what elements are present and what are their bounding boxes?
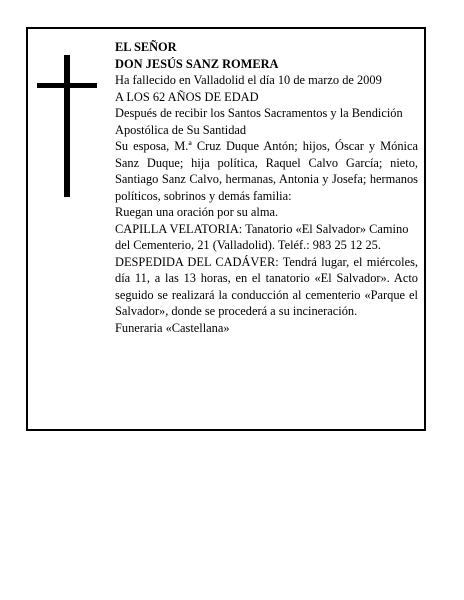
- age-line: A LOS 62 AÑOS DE EDAD: [115, 89, 259, 104]
- funeral-home: Funeraria «Castellana»: [115, 320, 230, 335]
- death-info: Ha fallecido en Valladolid el día 10 de marzo de 2009: [115, 73, 382, 87]
- chapel-info: CAPILLA VELATORIA: Tanatorio «El Salvador» Camino del Cementerio, 21 (Valladolid). Teléf.: 983 25 12 25.: [115, 221, 409, 252]
- family-list: Su esposa, M.ª Cruz Duque Antón; hijos, Óscar y Mónica Sanz Duque; hija política, Raquel Calvo García; nieto, Santiago Sanz Calvo, hermanas, Antonia y Josefa; hermanos políticos, sobrinos y demás familia:: [115, 139, 418, 203]
- cross-icon: [37, 55, 97, 197]
- obituary-text: [115, 39, 418, 336]
- notice-title-line1: EL SEÑOR: [115, 40, 177, 54]
- sacraments-line: Después de recibir los Santos Sacramentos y la Bendición Apostólica de Su Santidad: [115, 106, 403, 137]
- prayer-request: Ruegan una oración por su alma.: [115, 205, 279, 219]
- farewell-info: DESPEDIDA DEL CADÁVER: Tendrá lugar, el miércoles, día 11, a las 13 horas, en el tanatorio «El Salvador». Acto seguido se realizará la conducción al cementerio «Parque el Salvador», donde se procederá a su incineración.: [115, 254, 418, 318]
- cross-horizontal-bar: [37, 83, 97, 88]
- notice-title-name: DON JESÚS SANZ ROMERA: [115, 56, 279, 71]
- cross-vertical-bar: [64, 55, 70, 197]
